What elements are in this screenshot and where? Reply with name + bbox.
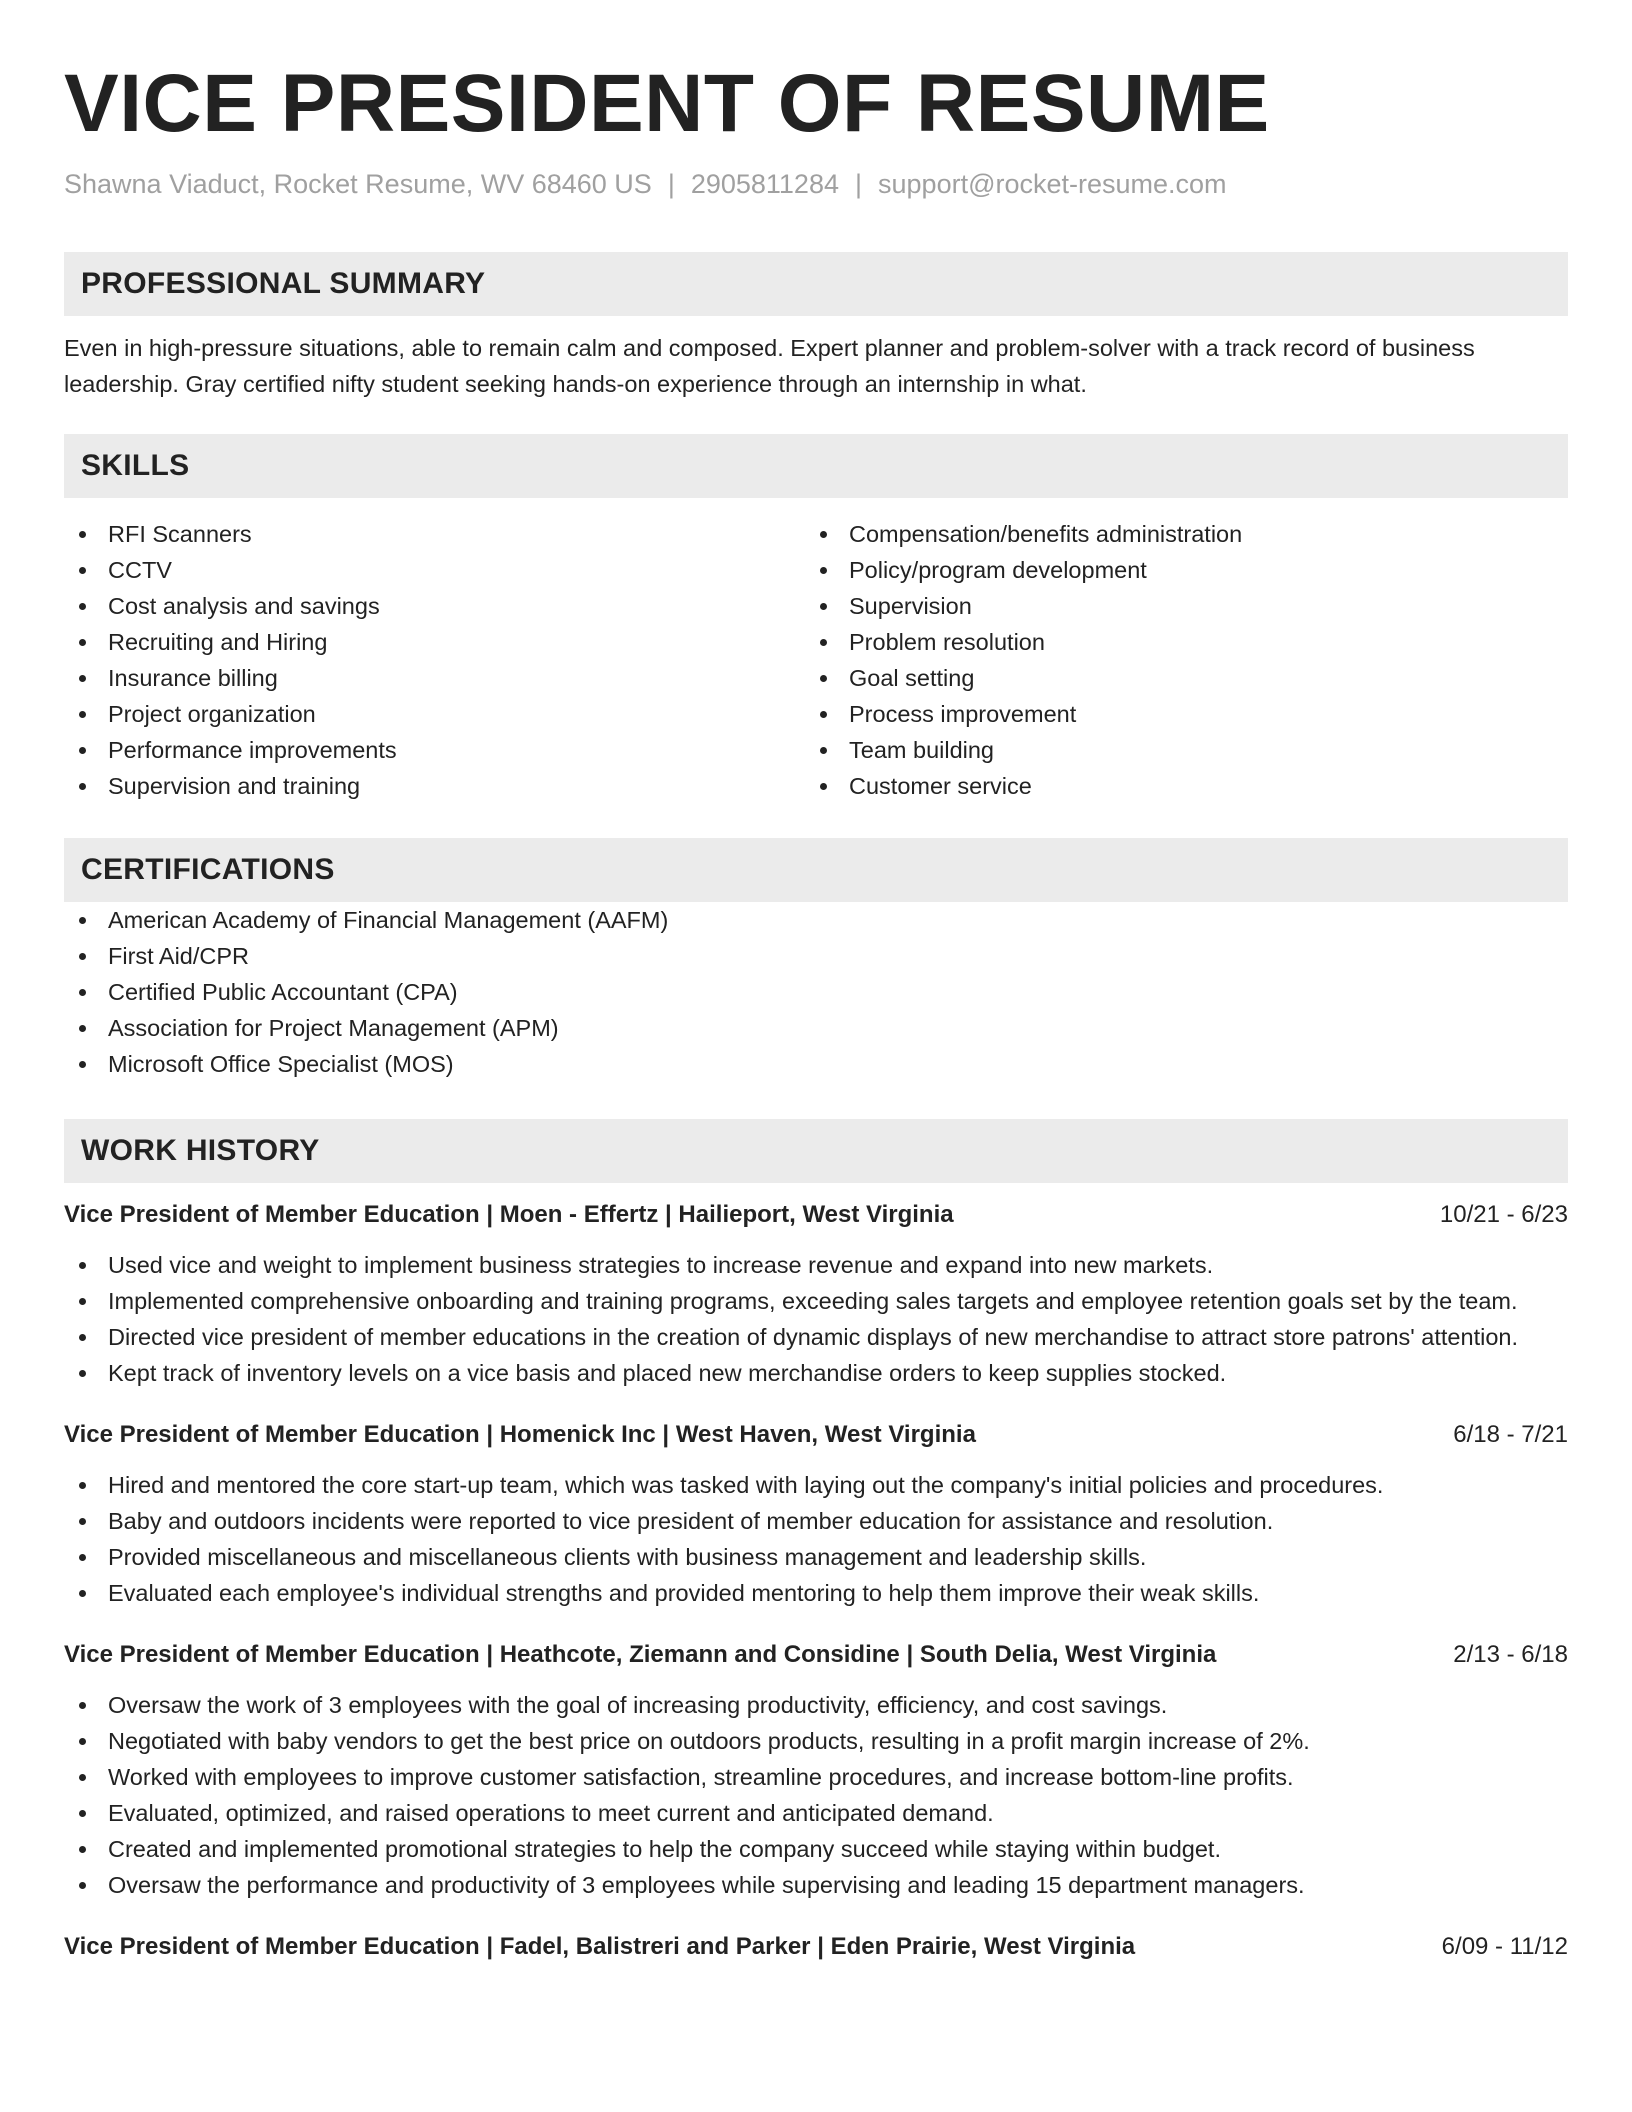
skill-item: Supervision and training bbox=[64, 768, 805, 804]
contact-email: support@rocket-resume.com bbox=[878, 169, 1227, 199]
certifications-list bbox=[64, 902, 1568, 1082]
job-bullet: Oversaw the work of 3 employees with the goal of increasing productivity, efficiency, and cost savings. bbox=[64, 1687, 1568, 1723]
skill-item: RFI Scanners bbox=[64, 516, 805, 552]
job-header bbox=[64, 1417, 1568, 1453]
job-header bbox=[64, 1929, 1568, 1965]
job-bullet: Baby and outdoors incidents were reported to vice president of member education for assistance and resolution. bbox=[64, 1503, 1568, 1539]
job-title: Vice President of Member Education | Fadel, Balistreri and Parker | Eden Prairie, West Virginia bbox=[64, 1933, 1136, 1960]
skill-item: Team building bbox=[805, 732, 1546, 768]
job-bullet: Oversaw the performance and productivity of 3 employees while supervising and leading 15 department managers. bbox=[64, 1867, 1568, 1903]
job-bullet: Hired and mentored the core start-up team, which was tasked with laying out the company's initial policies and procedures. bbox=[64, 1467, 1568, 1503]
skills-columns bbox=[64, 516, 1568, 804]
certification-item: American Academy of Financial Management (AAFM) bbox=[64, 902, 1568, 938]
certification-item: Microsoft Office Specialist (MOS) bbox=[64, 1046, 1568, 1082]
skill-item: Insurance billing bbox=[64, 660, 805, 696]
skill-item: Project organization bbox=[64, 696, 805, 732]
contact-address: Shawna Viaduct, Rocket Resume, WV 68460 US bbox=[64, 169, 652, 199]
skill-item: Goal setting bbox=[805, 660, 1546, 696]
section-heading-skills: SKILLS bbox=[64, 434, 1568, 498]
skill-item: Supervision bbox=[805, 588, 1546, 624]
job-bullet: Negotiated with baby vendors to get the best price on outdoors products, resulting in a profit margin increase of 2%. bbox=[64, 1723, 1568, 1759]
skill-item: Customer service bbox=[805, 768, 1546, 804]
job-bullets bbox=[64, 1687, 1568, 1903]
job-bullet: Used vice and weight to implement business strategies to increase revenue and expand into new markets. bbox=[64, 1247, 1568, 1283]
job-title: Vice President of Member Education | Heathcote, Ziemann and Considine | South Delia, West Virginia bbox=[64, 1641, 1217, 1668]
contact-separator: | bbox=[855, 169, 863, 199]
job-bullet: Created and implemented promotional strategies to help the company succeed while staying within budget. bbox=[64, 1831, 1568, 1867]
job-header bbox=[64, 1197, 1568, 1233]
job-header bbox=[64, 1637, 1568, 1673]
job-entry bbox=[64, 1197, 1568, 1391]
job-bullet: Evaluated, optimized, and raised operations to meet current and anticipated demand. bbox=[64, 1795, 1568, 1831]
summary-text: Even in high-pressure situations, able to remain calm and composed. Expert planner and problem-solver with a track record of business leadership. Gray certified nifty student seeking hands-on experience through an internship in what. bbox=[64, 335, 1475, 397]
section-heading-certifications: CERTIFICATIONS bbox=[64, 838, 1568, 902]
certification-item: Association for Project Management (APM) bbox=[64, 1010, 1568, 1046]
section-heading-work-history: WORK HISTORY bbox=[64, 1119, 1568, 1183]
job-title: Vice President of Member Education | Homenick Inc | West Haven, West Virginia bbox=[64, 1421, 976, 1448]
skill-item: Performance improvements bbox=[64, 732, 805, 768]
skill-item: Policy/program development bbox=[805, 552, 1546, 588]
job-dates: 6/09 - 11/12 bbox=[1441, 1933, 1568, 1960]
job-bullet: Provided miscellaneous and miscellaneous clients with business management and leadership skills. bbox=[64, 1539, 1568, 1575]
certification-item: First Aid/CPR bbox=[64, 938, 1568, 974]
job-bullet: Kept track of inventory levels on a vice basis and placed new merchandise orders to keep supplies stocked. bbox=[64, 1355, 1568, 1391]
contact-phone: 2905811284 bbox=[690, 169, 839, 199]
skill-item: Process improvement bbox=[805, 696, 1546, 732]
contact-separator: | bbox=[667, 169, 675, 199]
job-entry bbox=[64, 1417, 1568, 1611]
job-entry bbox=[64, 1637, 1568, 1903]
job-bullet: Directed vice president of member educations in the creation of dynamic displays of new merchandise to attract store patrons' attention. bbox=[64, 1319, 1568, 1355]
section-heading-summary: PROFESSIONAL SUMMARY bbox=[64, 252, 1568, 316]
job-dates: 10/21 - 6/23 bbox=[1439, 1201, 1568, 1228]
job-entry bbox=[64, 1929, 1568, 1965]
skill-item: CCTV bbox=[64, 552, 805, 588]
job-bullet: Evaluated each employee's individual strengths and provided mentoring to help them improve their weak skills. bbox=[64, 1575, 1568, 1611]
skill-item: Cost analysis and savings bbox=[64, 588, 805, 624]
job-bullets bbox=[64, 1247, 1568, 1391]
skills-list-right bbox=[805, 516, 1546, 804]
contact-line bbox=[64, 166, 1568, 202]
skills-list-left bbox=[64, 516, 805, 804]
skill-item: Compensation/benefits administration bbox=[805, 516, 1546, 552]
resume-title: VICE PRESIDENT OF RESUME bbox=[64, 58, 1270, 149]
job-title: Vice President of Member Education | Moen - Effertz | Hailieport, West Virginia bbox=[64, 1201, 954, 1228]
job-bullet: Worked with employees to improve customer satisfaction, streamline procedures, and increase bottom-line profits. bbox=[64, 1759, 1568, 1795]
certification-item: Certified Public Accountant (CPA) bbox=[64, 974, 1568, 1010]
skill-item: Problem resolution bbox=[805, 624, 1546, 660]
work-history-list bbox=[64, 1197, 1568, 1965]
job-bullets bbox=[64, 1467, 1568, 1611]
job-dates: 6/18 - 7/21 bbox=[1453, 1421, 1568, 1448]
skill-item: Recruiting and Hiring bbox=[64, 624, 805, 660]
job-dates: 2/13 - 6/18 bbox=[1453, 1641, 1568, 1668]
job-bullet: Implemented comprehensive onboarding and training programs, exceeding sales targets and employee retention goals set by the team. bbox=[64, 1283, 1568, 1319]
